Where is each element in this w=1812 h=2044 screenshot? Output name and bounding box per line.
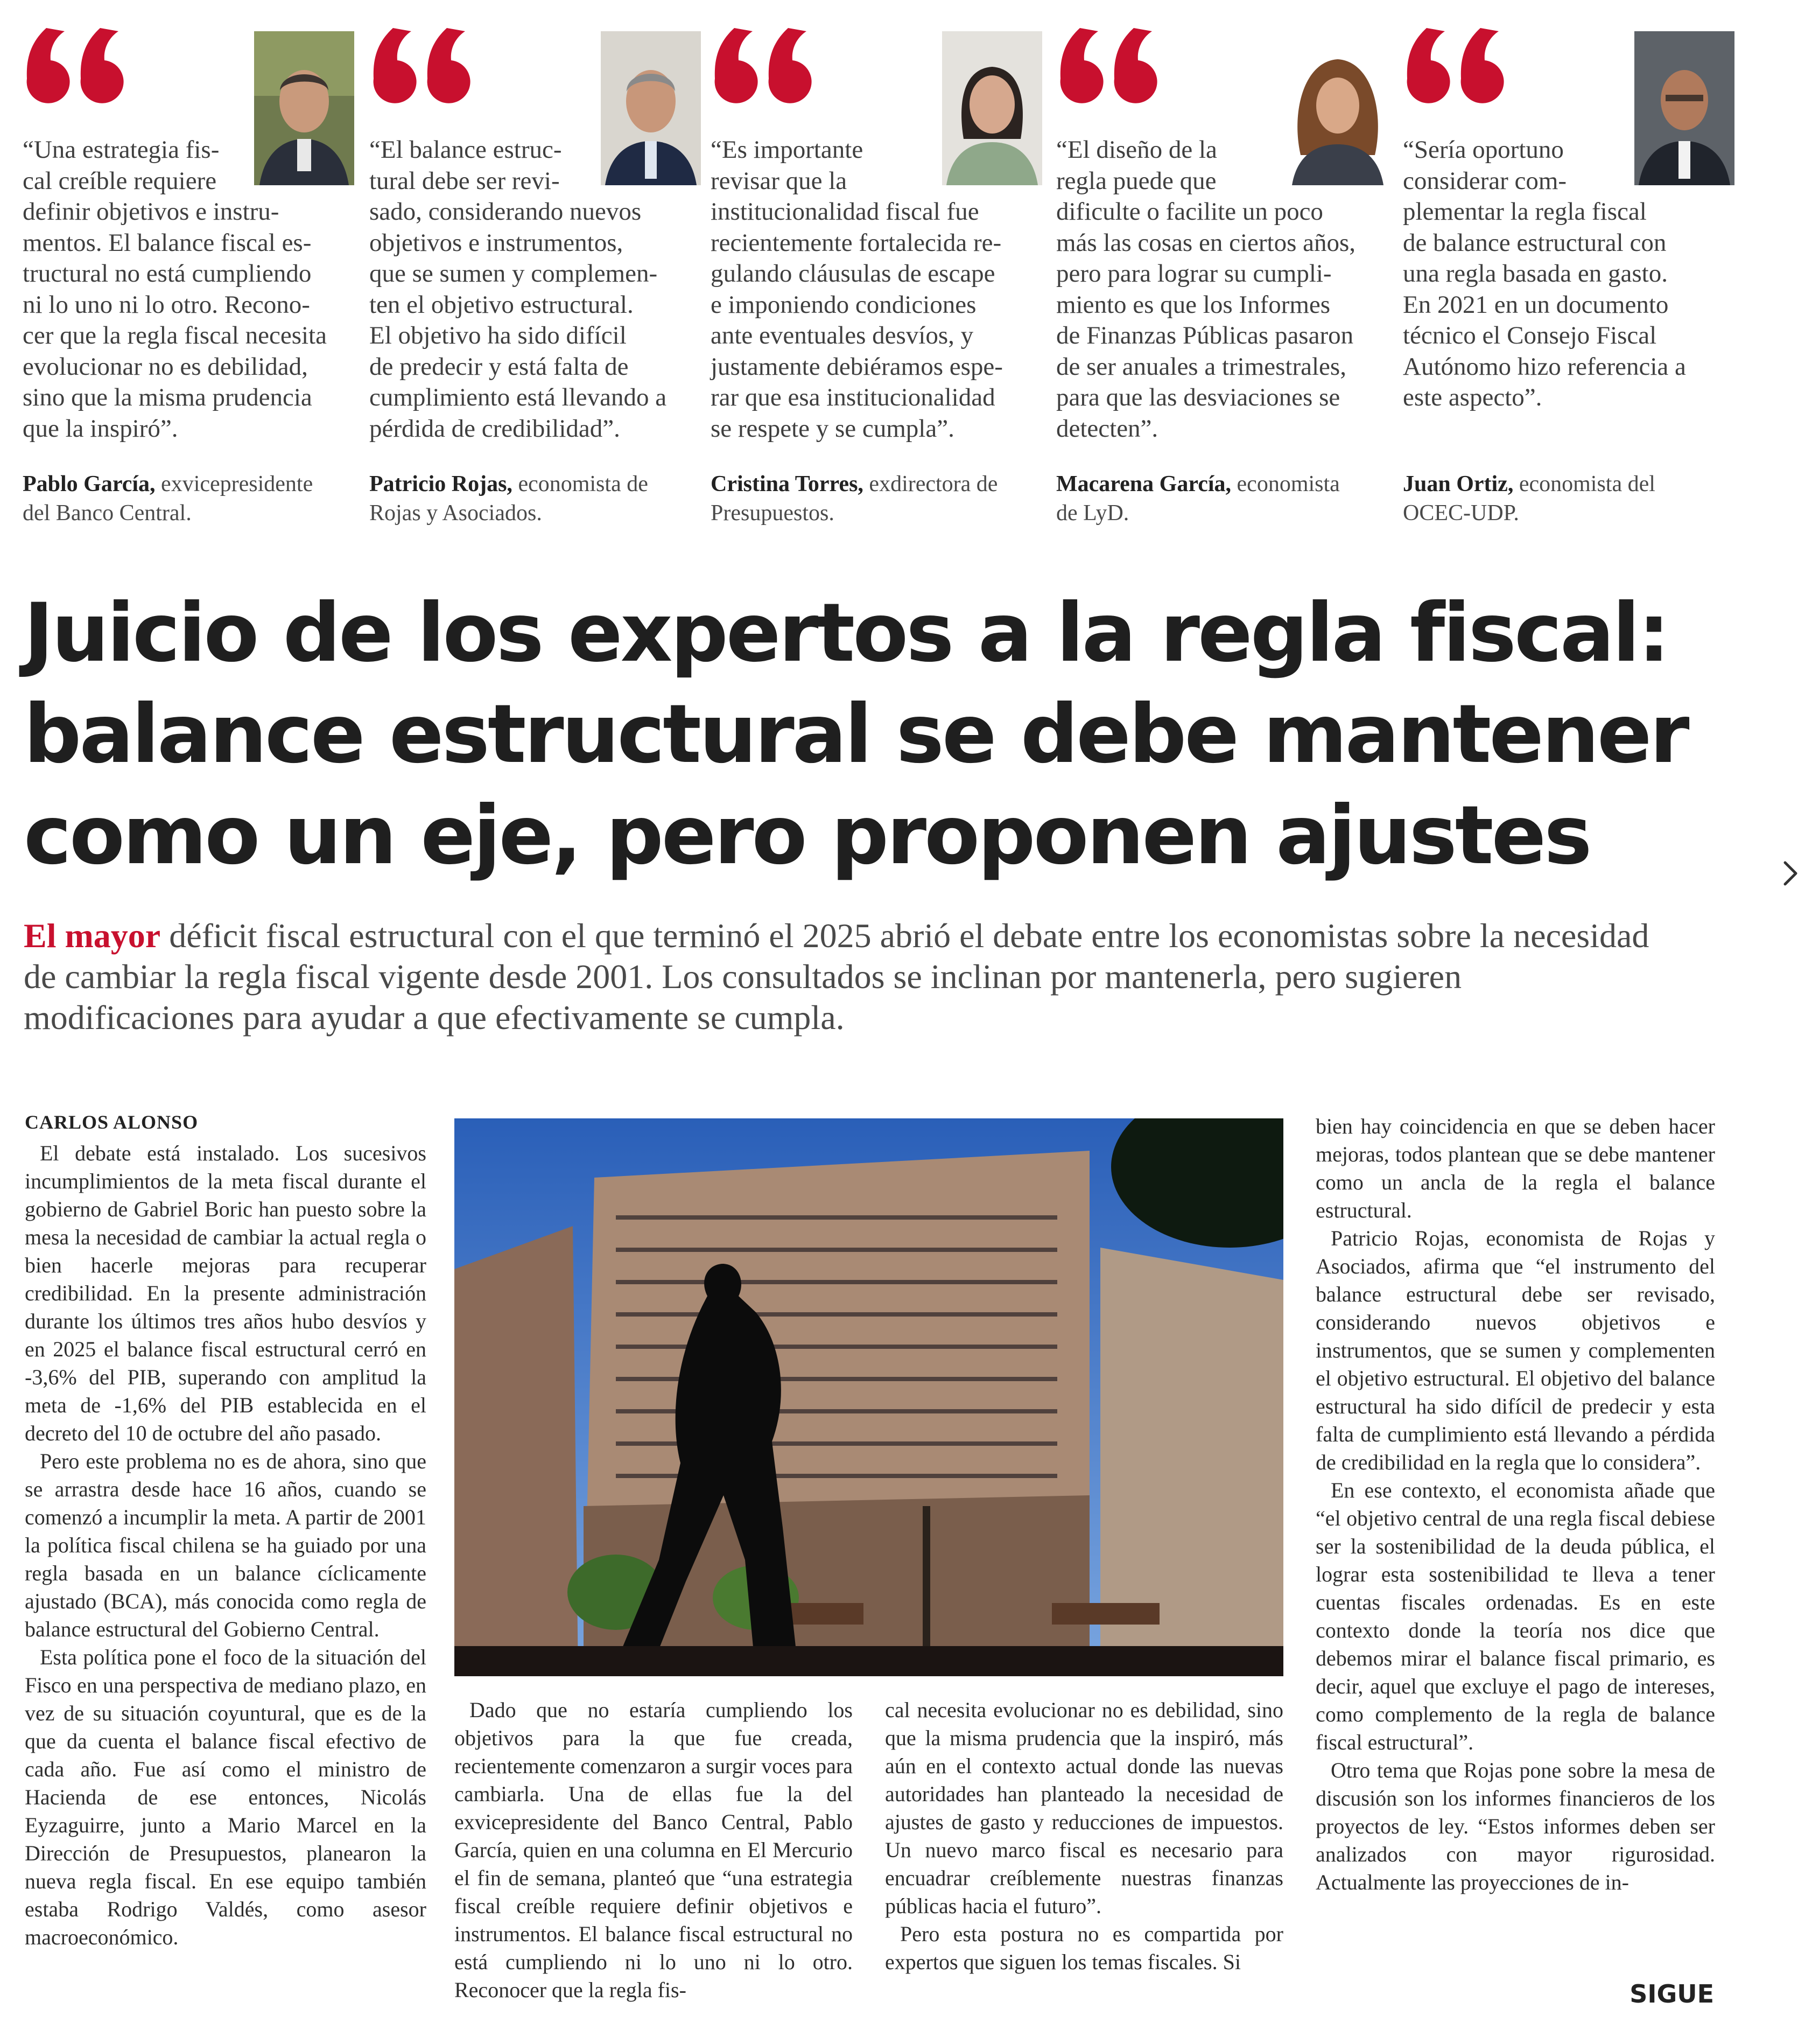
paragraph: Esta política pone el foco de la situación del Fisco en una perspectiva de mediano plazo, en vez de su situación coyuntural, que es de la que da cuenta el balance fiscal efectivo de cada año. Fue así como el ministro de Hacienda de ese entonces, Nicolás Eyzaguirre, junto a Mario Marcel en la Dirección de Presupuestos, planearon la nueva regla fiscal. En ese equipo también estaba Rodrigo Valdés, como asesor macroeconómico.: [25, 1645, 426, 1949]
quote-author: Macarena García, economista de LyD.: [1056, 472, 1340, 526]
article-column-1: [25, 1139, 426, 1951]
deck-text: déficit fiscal estructural con el que terminó el 2025 abrió el debate entre los economistas sobre la necesidad de cambiar la regla fiscal vigente desde 2001. Los consultados se inclinan por mantenerla, pero sugieren modificaciones para ayudar a que efectivamente se cumpla.: [24, 916, 1649, 1037]
quote-author: Cristina Torres, exdirectora de Presupuestos.: [711, 472, 998, 526]
expert-quote-1: [20, 22, 354, 538]
quote-author: Patricio Rojas, economista de Rojas y Asociados.: [369, 472, 648, 526]
quote-text: “El balance estruc- tural debe ser revi- sado, considerando nuevos objetivos e instrumentos, que se sumen y complemen- ten el objetivo estructural. El objetivo ha sido difícil de predecir y está falta de cumplimiento está llevando a pérdida de credibilidad”.: [369, 136, 667, 443]
chevron-right-icon[interactable]: [1772, 846, 1810, 900]
paragraph: Pero esta postura no es compartida por expertos que siguen los temas fiscales. Si: [885, 1922, 1283, 1974]
quote-text: “El diseño de la regla puede que dificulte o facilite un poco más las cosas en ciertos años, pero para lograr su cumpli- miento es que los Informes de Finanzas Públicas pasaron de ser anuales a trimestrales, para que las desviaciones se detecten”.: [1056, 136, 1356, 443]
paragraph: bien hay coincidencia en que se deben hacer mejoras, todos plantean que se debe mantener como un ancla de la regla el balance estructural.: [1316, 1114, 1715, 1222]
author-name: Juan Ortiz,: [1403, 472, 1514, 496]
quote-mark-icon: [1401, 22, 1514, 124]
article-column-4: [1316, 1112, 1715, 1896]
expert-quote-2: [367, 22, 701, 538]
deck-lead: El mayor: [24, 916, 161, 955]
article-column-2: [454, 1696, 853, 2004]
author-name: Cristina Torres,: [711, 472, 863, 496]
quote-mark-icon: [367, 22, 480, 124]
author-name: Patricio Rojas,: [369, 472, 512, 496]
author-name: Pablo García,: [23, 472, 156, 496]
article-column-3: [885, 1696, 1283, 1976]
paragraph: En ese contexto, el economista añade que “el objetivo central de una regla fiscal debiese ser la sostenibilidad de la deuda pública, el lograr esta sostenibilidad te lleva a tener cuentas fiscales ordenadas. Es en este contexto donde la teoría nos dice que debemos mirar el balance fiscal primario, es decir, aquel que excluye el pago de intereses, como complemento de la regla de balance fiscal estructural”.: [1316, 1478, 1715, 1754]
paragraph: El debate está instalado. Los sucesivos incumplimientos de la meta fiscal durante el gobierno de Gabriel Boric han puesto sobre la mesa la necesidad de cambiar la actual regla o bien hacerle mejoras para recuperar credibilidad. En la presente administración durante los últimos tres años hubo desvíos y en 2025 el balance fiscal estructural cerró en -3,6% del PIB, superando con amplitud la meta de -1,6% del PIB establecida en el decreto del 10 de octubre del año pasado.: [25, 1141, 426, 1445]
paragraph: cal necesita evolucionar no es debilidad, sino que la misma prudencia que la inspiró, más aún en el contexto actual donde las nuevas autoridades han planteado la necesidad de ajustes de gasto y reducciones de impuestos. Un nuevo marco fiscal es necesario para encuadrar creíblemente nuestras finanzas públicas hacia el futuro”.: [885, 1698, 1283, 1918]
quote-text: “Una estrategia fis- cal creíble requiere definir objetivos e instru- mentos. El balance fiscal es- tructural no está cumpliendo ni lo uno ni lo otro. Recono- cer que la regla fiscal necesita evolucionar no es debilidad, sino que la misma prudencia que la inspiró”.: [23, 136, 327, 443]
paragraph: Patricio Rojas, economista de Rojas y Asociados, afirma que “el instrumento del balance estructural debe ser revisado, considerando nuevos objetivos e instrumentos, que se sumen y complementen el objetivo estructural. El objetivo del balance estructural ha sido difícil de predecir y esta falta de cumplimiento está llevando a pérdida de credibilidad en la regla que lo considera”.: [1316, 1226, 1715, 1474]
quote-text: “Es importante revisar que la institucionalidad fiscal fue recientemente fortalecida re- gulando cláusulas de escape e imponiendo condiciones ante eventuales desvíos, y justamente debiéramos espe- rar que esa institucionalidad se respete y se cumpla”.: [711, 136, 1003, 443]
article-deck: [24, 915, 1671, 1038]
byline: CARLOS ALONSO: [25, 1111, 199, 1133]
quote-mark-icon: [20, 22, 134, 124]
author-name: Macarena García,: [1056, 472, 1232, 496]
article-photo: [454, 1118, 1283, 1676]
quote-author: Juan Ortiz, economista del OCEC-UDP.: [1403, 472, 1655, 526]
paragraph: Pero este problema no es de ahora, sino que se arrastra desde hace 16 años, cuando se comenzó a incumplir la meta. A partir de 2001 la política fiscal chilena se ha guiado por una regla basada en un balance cíclicamente ajustado (BCA), más conocida como regla de balance estructural del Gobierno Central.: [25, 1449, 426, 1641]
expert-quote-5: [1401, 22, 1734, 538]
quote-text: “Sería oportuno considerar com- plementar la regla fiscal de balance estructural con una regla basada en gasto. En 2021 en un documento técnico el Consejo Fiscal Autónomo hizo referencia a este aspecto”.: [1403, 136, 1686, 411]
paragraph: Otro tema que Rojas pone sobre la mesa de discusión son los informes financieros de los proyectos de ley. “Estos informes deben ser analizados con mayor rigurosidad. Actualmente las proyecciones de in-: [1316, 1758, 1715, 1894]
quote-mark-icon: [1054, 22, 1167, 124]
expert-quote-3: [708, 22, 1042, 538]
continue-label: SIGUE: [1630, 1979, 1714, 2008]
headline: Juicio de los expertos a la regla fiscal: balance estructural se debe mantener como un eje, pero proponen ajustes: [24, 586, 1688, 883]
expert-quote-4: [1054, 22, 1388, 538]
quote-author: Pablo García, exvicepresidente del Banco Central.: [23, 472, 313, 526]
quote-mark-icon: [708, 22, 821, 124]
paragraph: Dado que no estaría cumpliendo los objetivos para la que fue creada, recientemente comenzaron a surgir voces para cambiarla. Una de ellas fue la del exvicepresidente del Banco Central, Pablo García, quien en una columna en El Mercurio el fin de semana, planteó que “una estrategia fiscal creíble requiere definir objetivos e instrumentos. El balance fiscal estructural no está cumpliendo ni lo uno ni lo otro. Reconocer que la regla fis-: [454, 1698, 853, 2002]
